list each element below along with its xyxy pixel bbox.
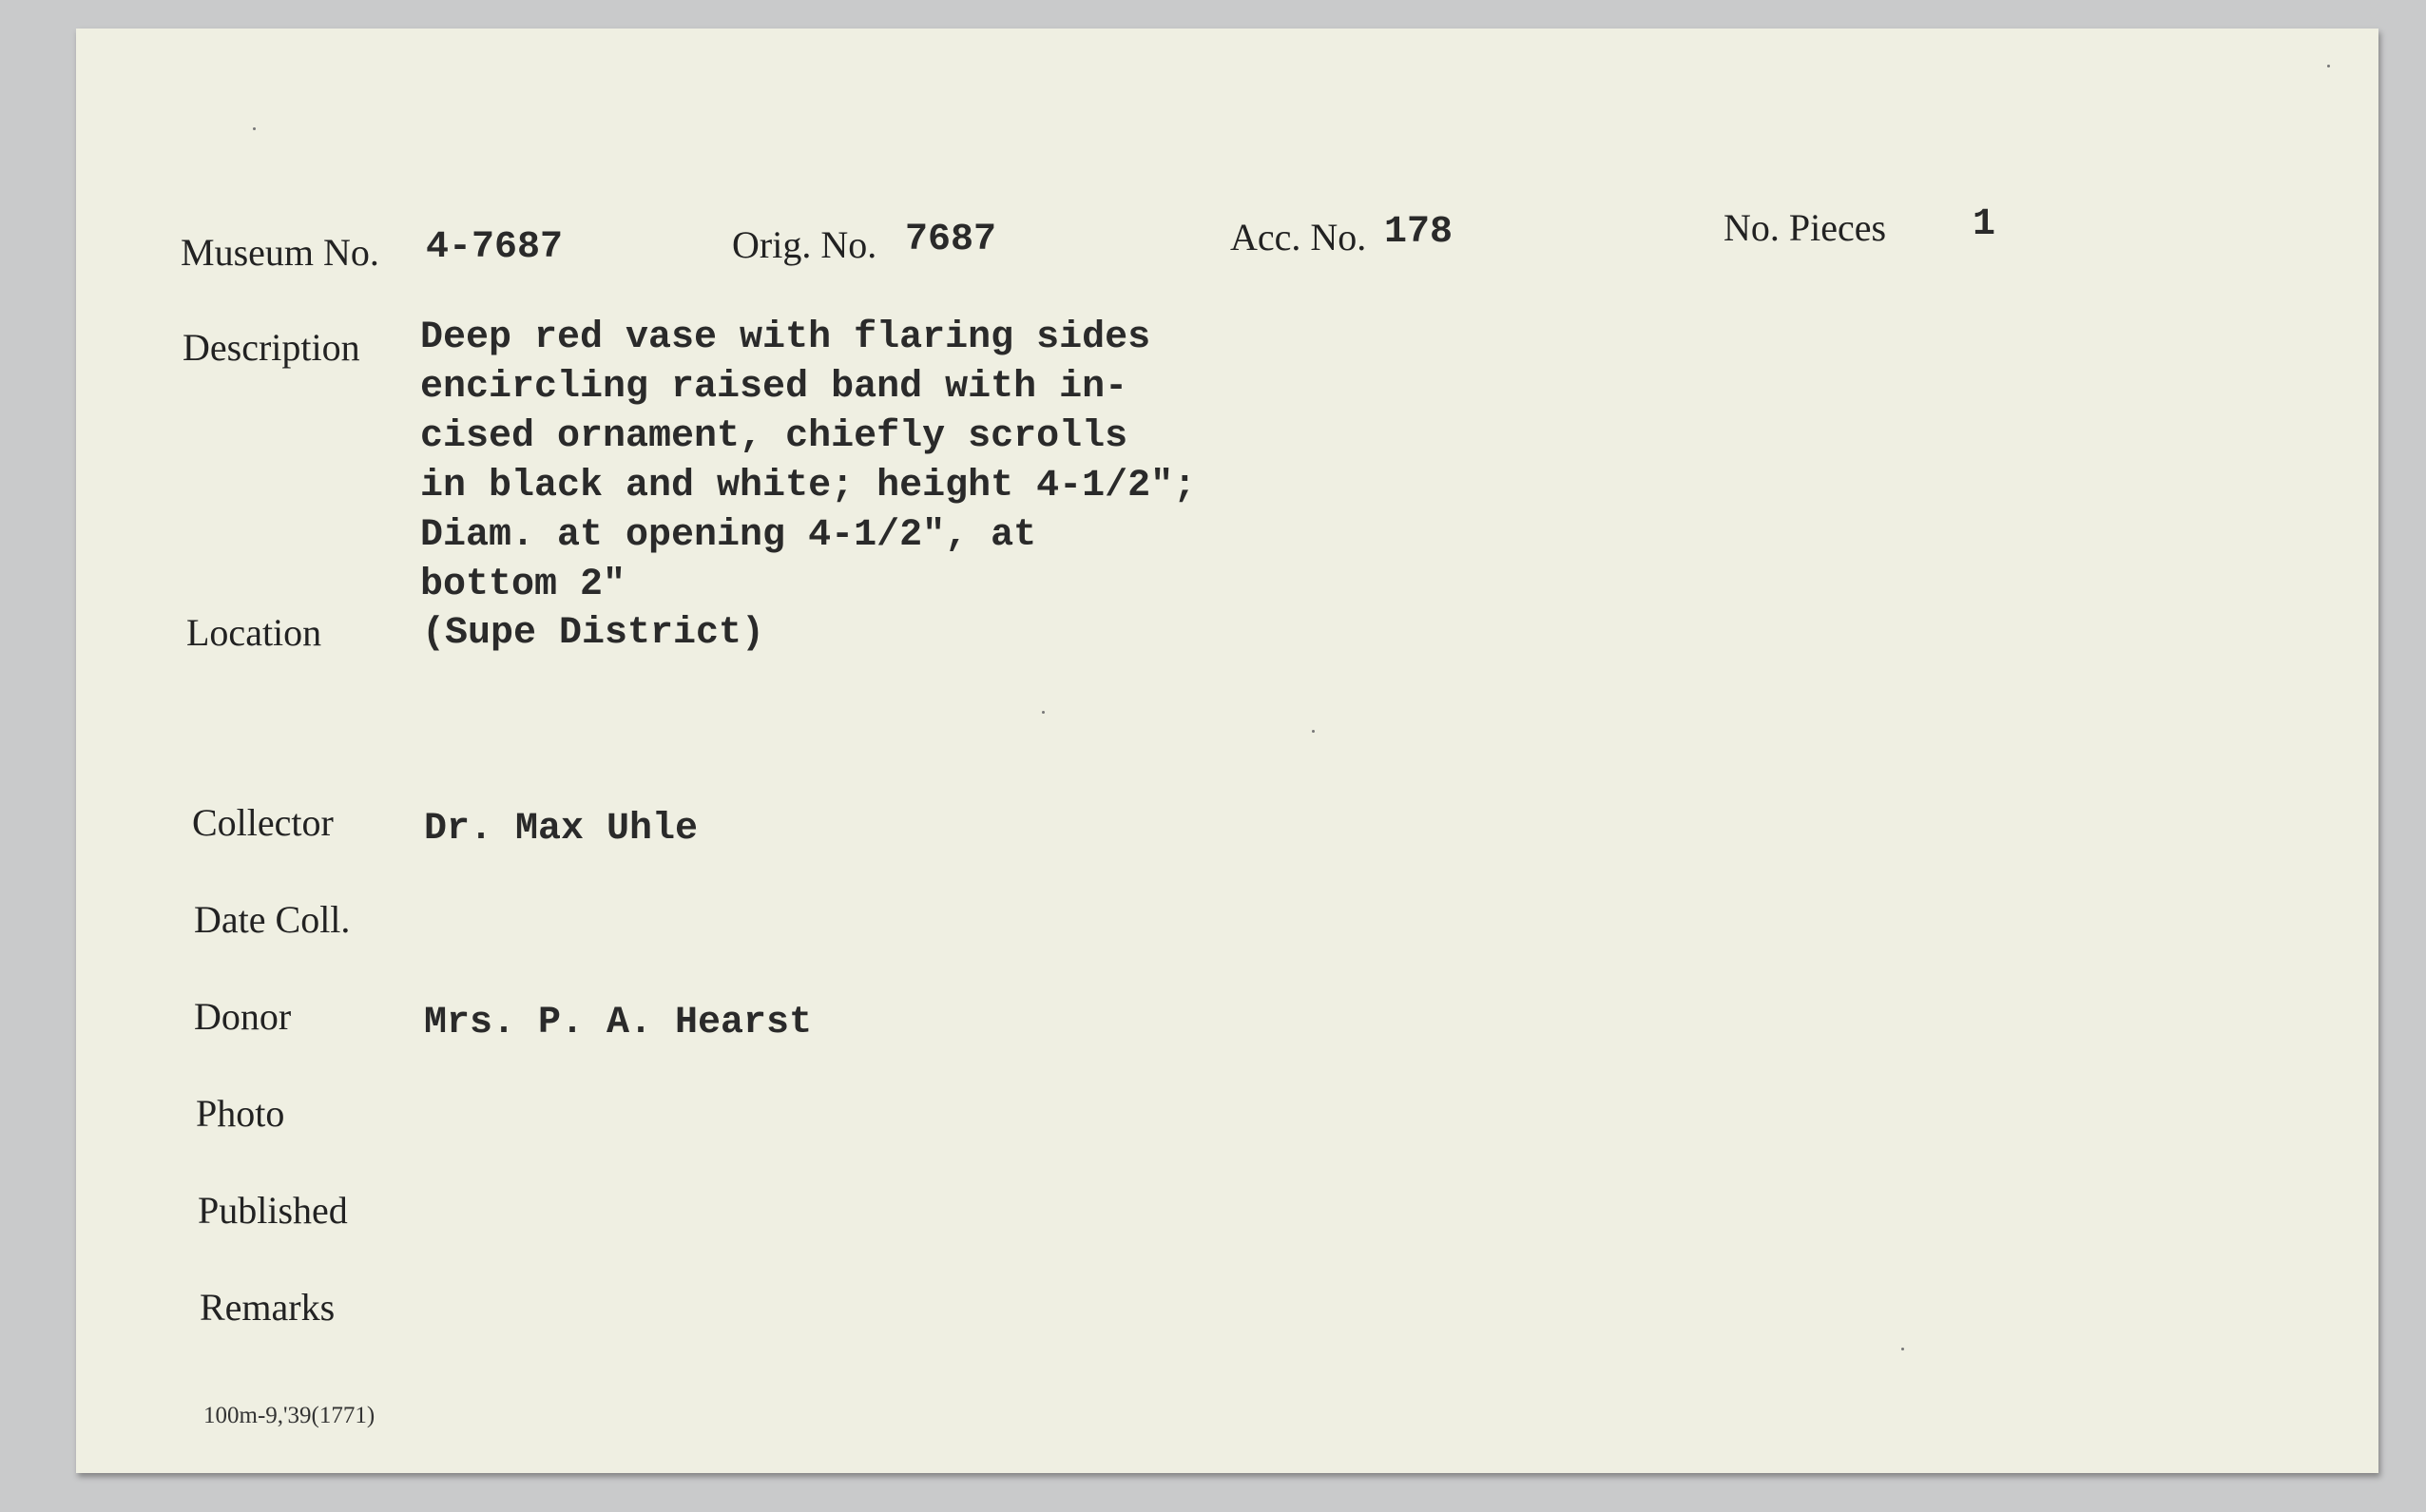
donor-value: Mrs. P. A. Hearst xyxy=(424,1002,813,1044)
collector-value: Dr. Max Uhle xyxy=(424,808,699,851)
description-line: bottom 2" xyxy=(420,564,626,606)
description-line: encircling raised band with in- xyxy=(420,366,1128,409)
orig-no-value: 7687 xyxy=(905,219,997,261)
no-pieces-value: 1 xyxy=(1973,203,1996,246)
paper-speck xyxy=(253,127,256,130)
description-line: Deep red vase with flaring sides xyxy=(420,316,1151,359)
description-text xyxy=(420,314,1196,610)
museum-no-value: 4-7687 xyxy=(426,226,564,269)
photo-label: Photo xyxy=(196,1092,285,1135)
acc-no-value: 178 xyxy=(1384,211,1454,254)
published-label: Published xyxy=(198,1189,348,1232)
date-coll-label: Date Coll. xyxy=(194,898,351,941)
description-line: Diam. at opening 4-1/2", at xyxy=(420,514,1037,557)
museum-no-label: Museum No. xyxy=(181,231,379,274)
print-code: 100m-9,'39(1771) xyxy=(203,1403,375,1428)
description-label: Description xyxy=(183,326,360,369)
catalog-card xyxy=(76,29,2378,1473)
paper-speck xyxy=(1901,1348,1904,1350)
paper-speck xyxy=(1042,711,1045,714)
orig-no-label: Orig. No. xyxy=(732,223,877,266)
acc-no-label: Acc. No. xyxy=(1230,216,1367,258)
location-value: (Supe District) xyxy=(422,612,765,655)
location-label: Location xyxy=(186,611,322,654)
paper-speck xyxy=(1312,730,1315,733)
description-line: cised ornament, chiefly scrolls xyxy=(420,415,1128,458)
remarks-label: Remarks xyxy=(200,1286,336,1329)
paper-speck xyxy=(2327,65,2330,67)
donor-label: Donor xyxy=(194,995,292,1038)
no-pieces-label: No. Pieces xyxy=(1723,206,1887,249)
collector-label: Collector xyxy=(192,801,334,844)
description-line: in black and white; height 4-1/2"; xyxy=(420,465,1197,507)
